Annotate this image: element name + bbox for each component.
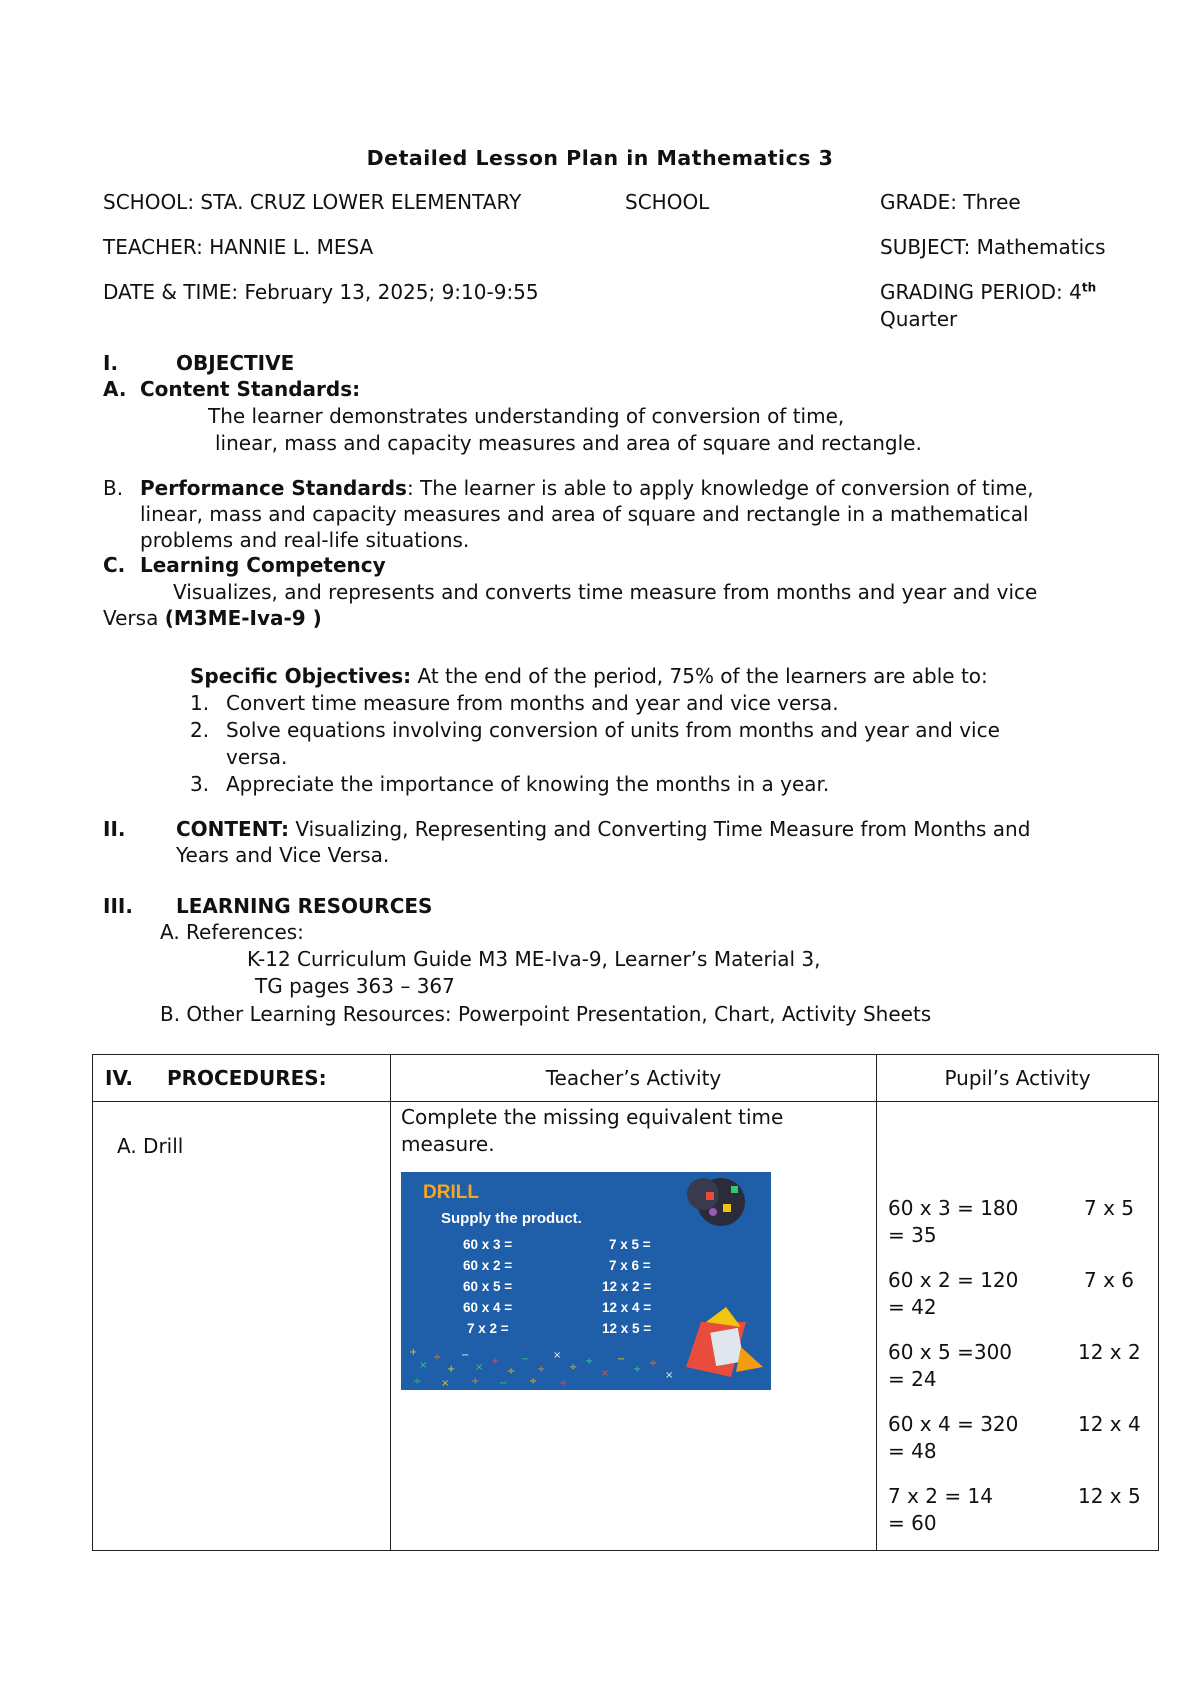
slide-equation-right: 7 x 5 = bbox=[609, 1237, 651, 1252]
drill-pupil-cell bbox=[877, 1102, 1159, 1551]
svg-text:+: + bbox=[585, 1356, 594, 1367]
grading-period-tail: Quarter bbox=[880, 307, 958, 331]
answer-left: 60 x 3 = 180 bbox=[888, 1196, 1019, 1220]
procedures-heading: PROCEDURES: bbox=[166, 1066, 327, 1090]
slide-title: DRILL bbox=[423, 1182, 479, 1203]
svg-text:−: − bbox=[499, 1378, 508, 1389]
slide-equation-left: 60 x 3 = bbox=[463, 1237, 513, 1252]
subject-label: SUBJECT: Mathematics bbox=[880, 235, 1106, 259]
performance-standards-line3: problems and real-life situations. bbox=[140, 528, 470, 552]
svg-text:+: + bbox=[491, 1356, 500, 1367]
slide-equation-left: 60 x 5 = bbox=[463, 1279, 513, 1294]
svg-text:−: − bbox=[461, 1350, 470, 1361]
slide-equation-left: 60 x 4 = bbox=[463, 1300, 513, 1315]
answer-continued: = 35 bbox=[888, 1223, 937, 1247]
answer-left: 60 x 4 = 320 bbox=[888, 1412, 1019, 1436]
performance-standards-line1: Performance Standards: The learner is able to apply knowledge of conversion of time, bbox=[140, 476, 1034, 500]
objective-item-3-num: 3. bbox=[190, 772, 210, 796]
svg-text:+: + bbox=[559, 1378, 568, 1389]
grading-period-label: GRADING PERIOD: 4th bbox=[880, 280, 1097, 304]
other-resources: B. Other Learning Resources: Powerpoint Presentation, Chart, Activity Sheets bbox=[160, 1002, 932, 1026]
answer-continued: = 48 bbox=[888, 1439, 937, 1463]
svg-text:×: × bbox=[419, 1360, 428, 1371]
teacher-activity-header: Teacher’s Activity bbox=[391, 1055, 877, 1102]
answer-continued: = 24 bbox=[888, 1367, 937, 1391]
content-num: II. bbox=[103, 817, 126, 841]
pupil-activity-header: Pupil’s Activity bbox=[877, 1055, 1159, 1102]
objective-item-3: Appreciate the importance of knowing the months in a year. bbox=[226, 772, 830, 796]
content-standards-label: A. bbox=[103, 377, 127, 401]
svg-text:×: × bbox=[665, 1370, 674, 1381]
svg-text:+: + bbox=[471, 1376, 480, 1387]
svg-text:÷: ÷ bbox=[507, 1366, 516, 1377]
datetime-label: DATE & TIME: February 13, 2025; 9:10-9:55 bbox=[103, 280, 539, 304]
content-line2: Years and Vice Versa. bbox=[176, 843, 390, 867]
grade-label: GRADE: Three bbox=[880, 190, 1021, 214]
resources-heading: LEARNING RESOURCES bbox=[176, 894, 433, 918]
objective-item-2: Solve equations involving conversion of units from months and year and vice bbox=[226, 718, 1000, 742]
reference-2: TG pages 363 – 367 bbox=[255, 974, 455, 998]
slide-equation-right: 12 x 2 = bbox=[602, 1279, 652, 1294]
slide-equation-right: 12 x 4 = bbox=[602, 1300, 652, 1315]
svg-text:×: × bbox=[553, 1350, 562, 1361]
svg-text:×: × bbox=[601, 1368, 610, 1379]
objective-num: I. bbox=[103, 351, 119, 375]
content-standards-title: Content Standards: bbox=[140, 377, 361, 401]
procedures-heading-cell bbox=[93, 1055, 391, 1102]
svg-text:+: + bbox=[633, 1364, 642, 1375]
answer-left: 60 x 5 =300 bbox=[888, 1340, 1013, 1364]
svg-text:÷: ÷ bbox=[649, 1358, 658, 1369]
learning-competency-line2: Versa (M3ME-Iva-9 ) bbox=[103, 606, 322, 630]
drill-label: A. Drill bbox=[93, 1102, 391, 1551]
svg-text:÷: ÷ bbox=[569, 1362, 578, 1373]
school-label: SCHOOL: STA. CRUZ LOWER ELEMENTARY bbox=[103, 190, 522, 214]
answer-left: 60 x 2 = 120 bbox=[888, 1268, 1019, 1292]
slide-equation-right: 7 x 6 = bbox=[609, 1258, 651, 1273]
answer-continued: = 42 bbox=[888, 1295, 937, 1319]
reference-1: K-12 Curriculum Guide M3 ME-Iva-9, Learner’s Material 3, bbox=[247, 947, 821, 971]
svg-text:+: + bbox=[409, 1347, 418, 1358]
slide-equation-left: 7 x 2 = bbox=[467, 1321, 509, 1336]
objective-heading: OBJECTIVE bbox=[176, 351, 295, 375]
drill-slide-image bbox=[401, 1172, 771, 1390]
answer-right: 12 x 4 bbox=[1078, 1412, 1141, 1436]
answer-right: 12 x 2 bbox=[1078, 1340, 1141, 1364]
objective-item-1-num: 1. bbox=[190, 691, 210, 715]
svg-text:÷: ÷ bbox=[413, 1376, 422, 1387]
school-tail: SCHOOL bbox=[625, 190, 710, 214]
svg-text:+: + bbox=[447, 1364, 456, 1375]
specific-objectives: Specific Objectives: At the end of the period, 75% of the learners are able to: bbox=[190, 664, 988, 688]
content-standards-line2: linear, mass and capacity measures and area of square and rectangle. bbox=[215, 431, 922, 455]
svg-text:÷: ÷ bbox=[433, 1352, 442, 1363]
answer-right: 7 x 6 bbox=[1084, 1268, 1134, 1292]
answer-right: 12 x 5 bbox=[1078, 1484, 1141, 1508]
slide-equation-right: 12 x 5 = bbox=[602, 1321, 652, 1336]
slide-equation-left: 60 x 2 = bbox=[463, 1258, 513, 1273]
teacher-label: TEACHER: HANNIE L. MESA bbox=[103, 235, 374, 259]
answer-continued: = 60 bbox=[888, 1511, 937, 1535]
learning-competency-title: Learning Competency bbox=[140, 553, 386, 577]
page-title: Detailed Lesson Plan in Mathematics 3 bbox=[366, 146, 834, 170]
svg-text:×: × bbox=[475, 1362, 484, 1373]
learning-competency-label: C. bbox=[103, 553, 126, 577]
drill-row bbox=[93, 1102, 1159, 1551]
svg-text:×: × bbox=[441, 1378, 450, 1389]
drill-instruction: Complete the missing equivalent time measure. bbox=[401, 1105, 784, 1156]
resources-num: III. bbox=[103, 894, 133, 918]
svg-text:−: − bbox=[617, 1354, 626, 1365]
drill-teacher-cell bbox=[391, 1102, 877, 1551]
objective-item-1: Convert time measure from months and year and vice versa. bbox=[226, 691, 839, 715]
svg-text:−: − bbox=[521, 1354, 530, 1365]
procedures-header-row bbox=[93, 1055, 1159, 1102]
answer-right: 7 x 5 bbox=[1084, 1196, 1134, 1220]
slide-subtitle: Supply the product. bbox=[441, 1210, 582, 1227]
performance-standards-line2: linear, mass and capacity measures and area of square and rectangle in a mathematical bbox=[140, 502, 1029, 526]
objective-item-2-num: 2. bbox=[190, 718, 210, 742]
svg-text:÷: ÷ bbox=[529, 1376, 538, 1387]
learning-competency-line1: Visualizes, and represents and converts time measure from months and year and vice bbox=[173, 580, 1038, 604]
content-standards-line1: The learner demonstrates understanding of conversion of time, bbox=[208, 404, 845, 428]
procedures-num: IV. bbox=[105, 1066, 133, 1090]
content-line1: CONTENT: Visualizing, Representing and Converting Time Measure from Months and bbox=[176, 817, 1031, 841]
objective-item-2-cont: versa. bbox=[226, 745, 288, 769]
procedures-table bbox=[92, 1054, 1159, 1551]
answer-left: 7 x 2 = 14 bbox=[888, 1484, 993, 1508]
svg-text:+: + bbox=[537, 1364, 546, 1375]
references-label: A. References: bbox=[160, 920, 304, 944]
performance-standards-label: B. bbox=[103, 476, 124, 500]
